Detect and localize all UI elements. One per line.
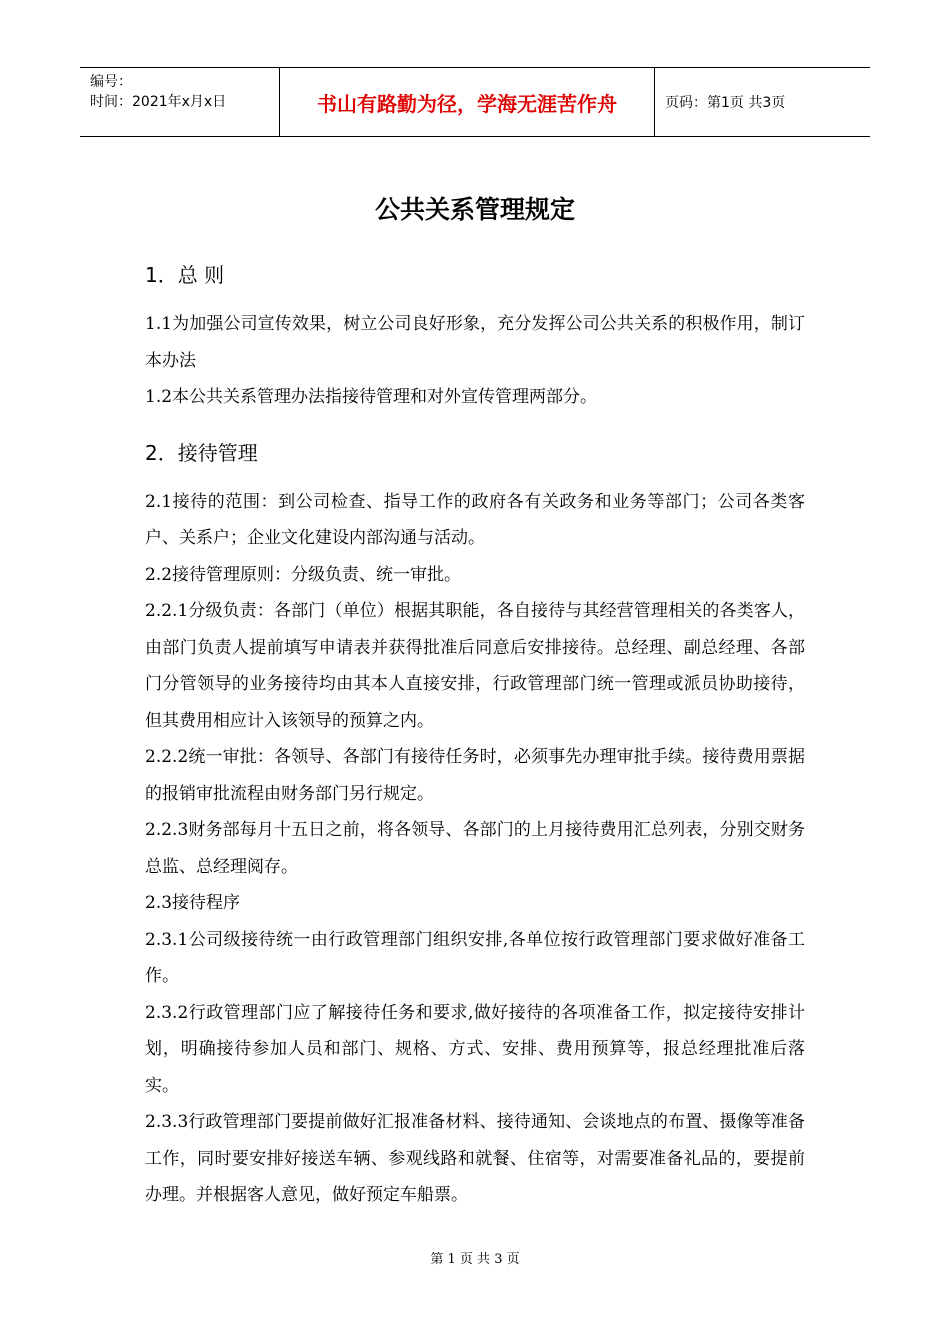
header-motto: 书山有路勤为径，学海无涯苦作舟 <box>280 68 655 136</box>
page-footer: 第 1 页 共 3 页 <box>430 1252 520 1267</box>
paragraph: 2.3接待程序 <box>145 893 241 913</box>
paragraph: 2.2.2统一审批：各领导、各部门有接待任务时，必须事先办理审批手续。接待费用票据的报销审批流程由财务部门另行规定。 <box>145 747 805 804</box>
header-page-info: 页码：第1页 共3页 <box>665 95 786 111</box>
paragraph: 2.2.3财务部每月十五日之前，将各领导、各部门的上月接待费用汇总列表，分别交财务总监、总经理阅存。 <box>145 820 805 877</box>
paragraph: 2.3.2行政管理部门应了解接待任务和要求,做好接待的各项准备工作，拟定接待安排计划，明确接待参加人员和部门、规格、方式、安排、费用预算等，报总经理批准后落实。 <box>145 1002 805 1096</box>
serial-number-label: 编号： <box>90 74 132 90</box>
header-table <box>80 67 870 137</box>
time-label: 时间：2021年x月x日 <box>90 94 227 110</box>
paragraph: 2.2.1分级负责：各部门（单位）根据其职能，各自接待与其经营管理相关的各类客人，由部门负责人提前填写申请表并获得批准后同意后安排接待。总经理、副总经理、各部门分管领导的业务接待均由其本人直接安排，行政管理部门统一管理或派员协助接待，但其费用相应计入该领导的预算之内。 <box>145 601 805 731</box>
paragraph: 2.3.3行政管理部门要提前做好汇报准备材料、接待通知、会谈地点的布置、摄像等准备工作，同时要安排好接送车辆、参观线路和就餐、住宿等，对需要准备礼品的，要提前办理。并根据客人意见，做好预定车船票。 <box>145 1112 805 1205</box>
document-title: 公共关系管理规定 <box>374 195 575 224</box>
section-heading: 2．接待管理 <box>145 440 258 465</box>
section-heading: 1．总 则 <box>145 263 225 287</box>
paragraph: 2.1接待的范围：到公司检查、指导工作的政府各有关政务和业务等部门；公司各类客户、关系户；企业文化建设内部沟通与活动。 <box>145 491 805 548</box>
paragraph: 1.2本公共关系管理办法指接待管理和对外宣传管理两部分。 <box>145 387 598 407</box>
document-body <box>145 254 805 1214</box>
paragraph: 2.2接待管理原则：分级负责、统一审批。 <box>145 564 462 585</box>
paragraph: 2.3.1公司级接待统一由行政管理部门组织安排,各单位按行政管理部门要求做好准备工作。 <box>145 929 805 986</box>
paragraph: 1.1为加强公司宣传效果，树立公司良好形象，充分发挥公司公共关系的积极作用，制订本办法 <box>145 314 805 371</box>
header-meta <box>80 68 280 136</box>
